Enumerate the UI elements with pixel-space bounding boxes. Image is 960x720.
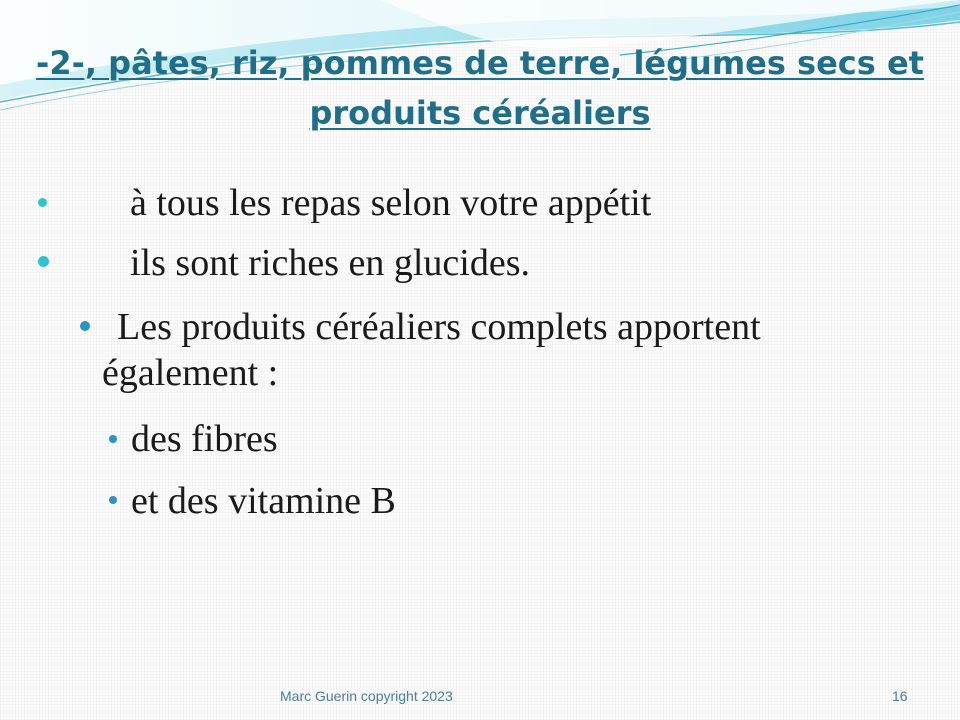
footer-copyright: Marc Guerin copyright 2023 [280, 688, 453, 704]
bullet-text-whole-grains: Les produits céréaliers complets apportent également : [102, 306, 761, 394]
bullet-text-meals: à tous les repas selon votre appétit [130, 182, 652, 224]
bullet-text-vitamin-b: et des vitamine B [131, 480, 396, 522]
bullet-dot-icon [80, 321, 90, 331]
slide-title-line-2: produits céréaliers [309, 94, 651, 132]
slide-page-number: 16 [892, 688, 908, 704]
bullet-dot-icon [38, 256, 49, 267]
bullet-text-carbohydrates: ils sont riches en glucides. [130, 242, 530, 284]
bullet-dot-icon [38, 198, 47, 207]
bullet-text-fibres: des fibres [131, 418, 278, 460]
slide-title-line-1: -2-, pâtes, riz, pommes de terre, légumes secs et [36, 44, 924, 82]
bullet-dot-icon [109, 496, 117, 504]
slide-title [20, 38, 940, 138]
bullet-dot-icon [109, 435, 117, 443]
